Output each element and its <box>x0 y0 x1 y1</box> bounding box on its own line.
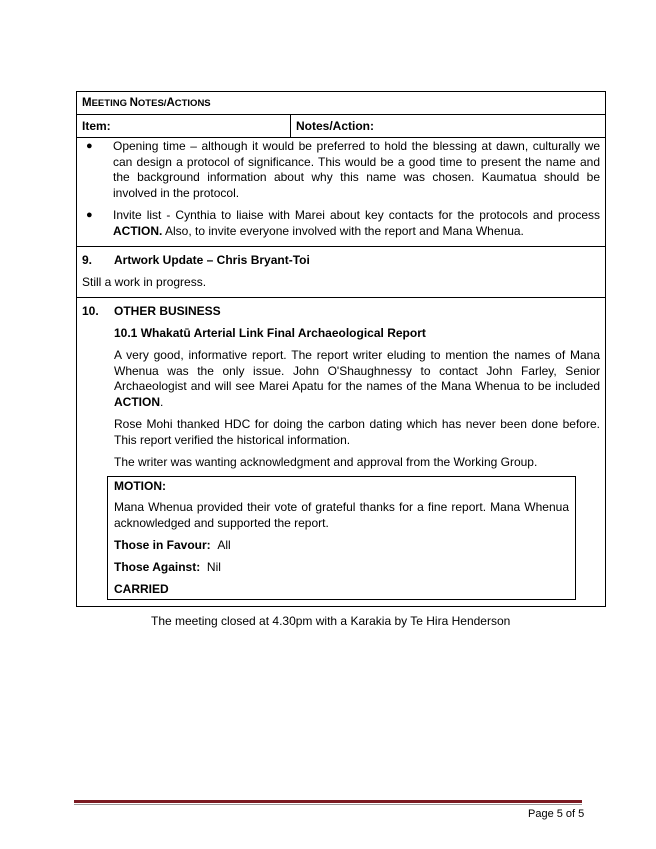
section-10-number: 10. <box>82 304 99 318</box>
motion-text: Mana Whenua provided their vote of grateful thanks for a fine report. Mana Whenua acknowledged and supported the report. <box>114 500 569 530</box>
list-item: ● Opening time – although it would be preferred to hold the blessing at dawn, culturally we can design a protocol of significance. This would be a good time to present the name and the background information about why this name was chosen. Kaumatua should be involved in the protocol. <box>86 139 600 200</box>
section-10-paragraph: Rose Mohi thanked HDC for doing the carbon dating which has never been done before. This report verified the historical information. <box>114 417 600 447</box>
page-number: Page 5 of 5 <box>528 808 585 820</box>
section-9-number: 9. <box>82 253 93 267</box>
footer-rule <box>74 800 582 803</box>
row-divider <box>76 114 606 115</box>
column-divider <box>290 114 291 138</box>
table-title: MEETING NOTES/ACTIONS <box>82 97 211 109</box>
list-item: ● Invite list - Cynthia to liaise with Marei about key contacts for the protocols and process ACTION. Also, to invite everyone involved with the report and Mana Whenua. <box>86 208 600 238</box>
section-10-heading: OTHER BUSINESS <box>114 304 221 318</box>
row-divider <box>76 297 606 298</box>
footer-rule-thin <box>74 804 582 805</box>
row-divider <box>76 137 606 138</box>
motion-label: MOTION: <box>114 479 166 493</box>
motion-result: CARRIED <box>114 582 169 596</box>
bullet-list <box>76 139 606 239</box>
section-9-body: Still a work in progress. <box>82 275 207 289</box>
section-9-heading: Artwork Update – Chris Bryant-Toi <box>114 253 310 267</box>
section-10-paragraph: The writer was wanting acknowledgment and approval from the Working Group. <box>114 455 538 469</box>
motion-against: Those Against: Nil <box>114 560 221 574</box>
section-10-subheading: 10.1 Whakatū Arterial Link Final Archaeological Report <box>114 326 426 340</box>
motion-favour: Those in Favour: All <box>114 538 231 552</box>
column-header-item: Item: <box>82 119 111 133</box>
row-divider <box>76 246 606 247</box>
column-header-notes: Notes/Action: <box>296 119 374 133</box>
section-10-paragraph: A very good, informative report. The report writer eluding to mention the names of Mana Whenua was the only issue. John O'Shaughnessy to contact John Farley, Senior Archaeologist and will see Marei Apatu for the names of the Mana Whenua to be included ACTION. <box>114 348 600 409</box>
bullet-icon: ● <box>86 140 93 152</box>
closing-text: The meeting closed at 4.30pm with a Karakia by Te Hira Henderson <box>151 614 511 628</box>
bullet-icon: ● <box>86 209 93 221</box>
